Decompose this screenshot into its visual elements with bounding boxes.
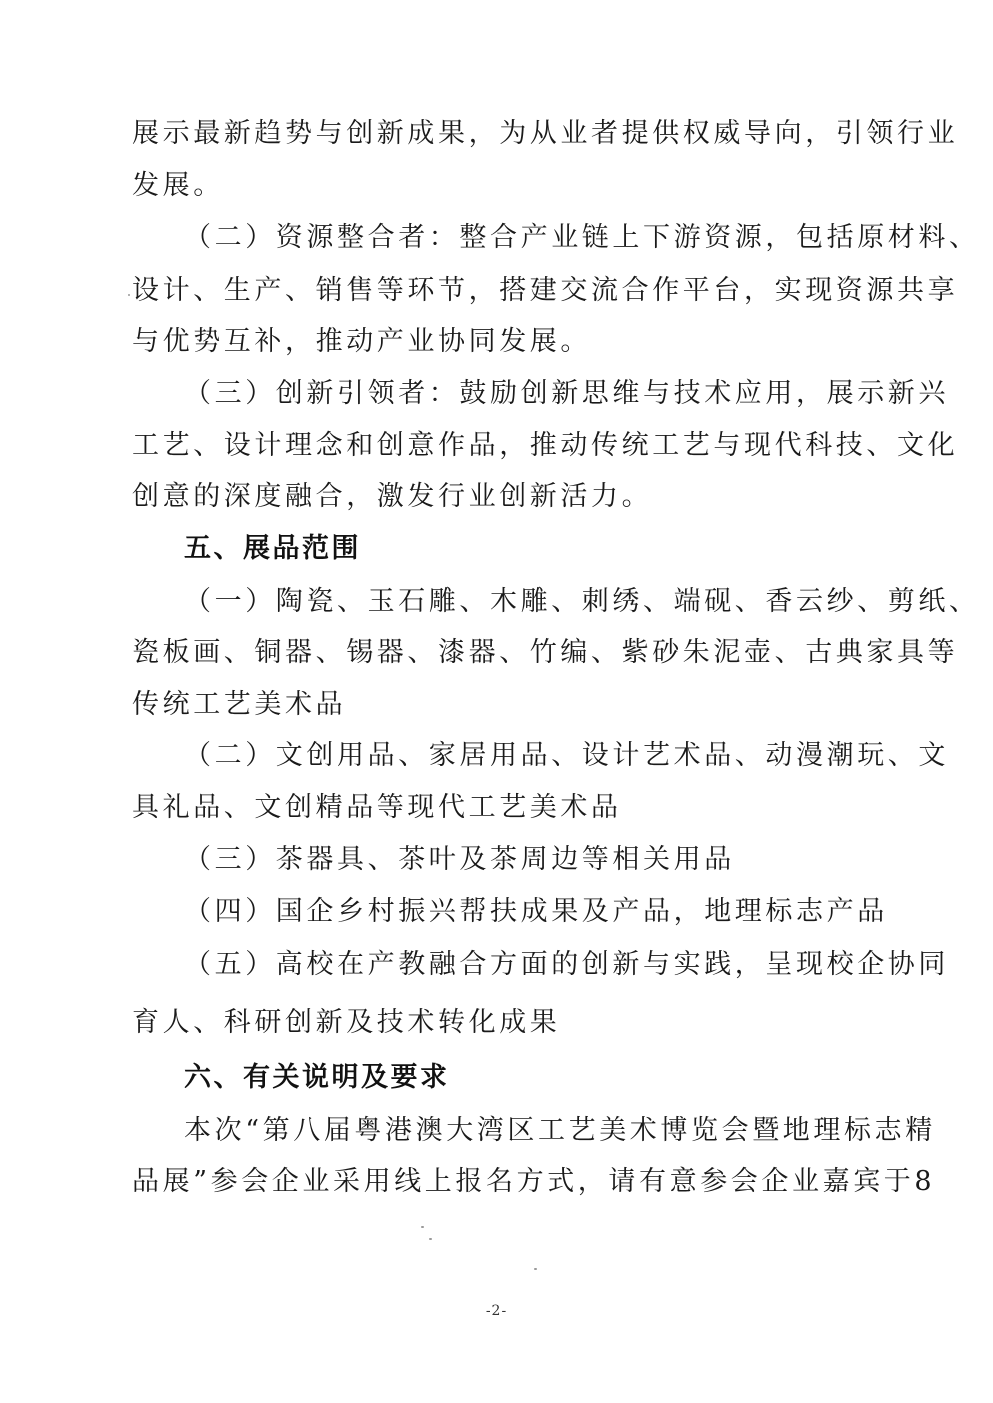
body-text-line: 瓷板画、铜器、锡器、漆器、竹编、紫砂朱泥壶、古典家具等 <box>132 637 959 668</box>
scan-speck <box>128 294 130 296</box>
body-text-line: （三）创新引领者：鼓励创新思维与技术应用，展示新兴 <box>184 378 949 409</box>
body-text-line: （二）文创用品、家居用品、设计艺术品、动漫潮玩、文 <box>184 740 949 771</box>
body-text-line: 本次“第八届粤港澳大湾区工艺美术博览会暨地理标志精 <box>184 1115 936 1146</box>
body-text-line: 传统工艺美术品 <box>132 689 347 720</box>
section-heading: 五、展品范围 <box>184 533 361 564</box>
body-text-line: 工艺、设计理念和创意作品，推动传统工艺与现代科技、文化 <box>132 430 959 461</box>
body-text-line: （二）资源整合者：整合产业链上下游资源，包括原材料、 <box>184 222 980 253</box>
body-text-line: 创意的深度融合，激发行业创新活力。 <box>132 481 653 512</box>
body-text-line: 发展。 <box>132 170 224 201</box>
body-text-line: 育人、科研创新及技术转化成果 <box>132 1007 561 1038</box>
body-text-line: 设计、生产、销售等环节，搭建交流合作平台，实现资源共享 <box>132 275 959 306</box>
scan-speck <box>534 1268 537 1270</box>
body-text-line: 具礼品、文创精品等现代工艺美术品 <box>132 792 622 823</box>
body-text-line: （三）茶器具、茶叶及茶周边等相关用品 <box>184 844 735 875</box>
page-number: -2- <box>485 1303 508 1319</box>
body-text-line: （四）国企乡村振兴帮扶成果及产品，地理标志产品 <box>184 896 888 927</box>
section-heading: 六、有关说明及要求 <box>184 1062 450 1093</box>
body-text-line: 展示最新趋势与创新成果，为从业者提供权威导向，引领行业 <box>132 118 959 149</box>
scan-speck <box>429 1238 432 1240</box>
body-text-line: 品展”参会企业采用线上报名方式，请有意参会企业嘉宾于8 <box>132 1166 936 1197</box>
body-text-line: 与优势互补，推动产业协同发展。 <box>132 326 591 357</box>
scan-speck <box>421 1226 424 1228</box>
body-text-line: （一）陶瓷、玉石雕、木雕、刺绣、端砚、香云纱、剪纸、 <box>184 586 980 617</box>
body-text-line: （五）高校在产教融合方面的创新与实践，呈现校企协同 <box>184 949 949 980</box>
